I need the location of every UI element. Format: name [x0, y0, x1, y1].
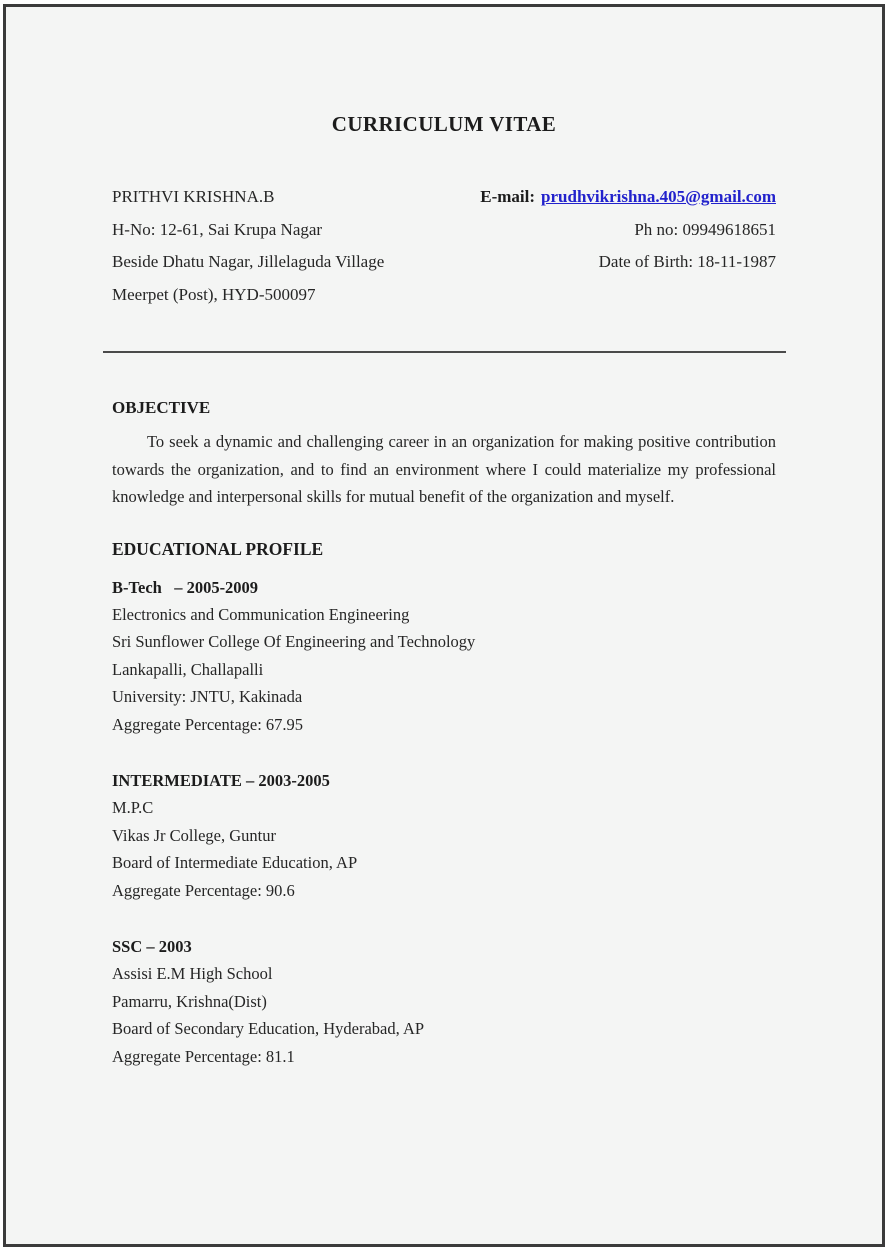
address-line: H-No: 12-61, Sai Krupa Nagar: [112, 219, 323, 239]
education-entry-intermediate: [112, 767, 776, 904]
document-title: CURRICULUM VITAE: [331, 112, 557, 136]
objective-heading: OBJECTIVE: [112, 398, 211, 417]
cv-document-page: [3, 4, 885, 1247]
entry-line: Assisi E.M High School: [112, 964, 273, 984]
entry-line: Board of Secondary Education, Hyderabad, AP: [112, 1019, 425, 1039]
entry-line: Aggregate Percentage: 81.1: [112, 1046, 295, 1066]
address-line: Meerpet (Post), HYD-500097: [112, 284, 316, 304]
education-entry-btech: [112, 574, 776, 738]
entry-title: INTERMEDIATE – 2003-2005: [112, 770, 330, 790]
education-heading: EDUCATIONAL PROFILE: [112, 538, 324, 559]
entry-line: University: JNTU, Kakinada: [112, 687, 303, 707]
entry-title: SSC – 2003: [112, 936, 192, 956]
contact-header: [112, 181, 776, 311]
entry-line: Vikas Jr College, Guntur: [112, 825, 276, 845]
email-row: [480, 181, 776, 214]
address-line: Beside Dhatu Nagar, Jillelaguda Village: [112, 252, 385, 271]
entry-title: B-Tech – 2005-2009: [112, 577, 259, 597]
entry-line: Board of Intermediate Education, AP: [112, 853, 358, 873]
header-divider: [103, 351, 786, 353]
entry-line: M.P.C: [112, 798, 154, 818]
entry-line: Aggregate Percentage: 67.95: [112, 714, 304, 734]
entry-line: Sri Sunflower College Of Engineering and Technology: [112, 632, 476, 652]
candidate-name: PRITHVI KRISHNA.B: [112, 187, 275, 206]
education-entry-ssc: [112, 933, 776, 1070]
entry-line: Electronics and Communication Engineering: [112, 604, 410, 624]
contact-left-column: [112, 181, 384, 311]
entry-line: Lankapalli, Challapalli: [112, 659, 264, 679]
phone-number: Ph no: 09949618651: [634, 219, 776, 239]
entry-line: Aggregate Percentage: 90.6: [112, 880, 295, 900]
date-of-birth: Date of Birth: 18-11-1987: [598, 252, 776, 271]
entry-line: Pamarru, Krishna(Dist): [112, 991, 267, 1011]
contact-right-column: [480, 181, 776, 311]
email-link[interactable]: prudhvikrishna.405@gmail.com: [541, 187, 776, 206]
email-label: E-mail:: [480, 187, 536, 206]
objective-paragraph: To seek a dynamic and challenging career in an organization for making positive contribution towards the organization, and to find an environment where I could materialize my professional knowledge and interpersonal skills for mutual benefit of the organization and myself.: [112, 432, 776, 506]
